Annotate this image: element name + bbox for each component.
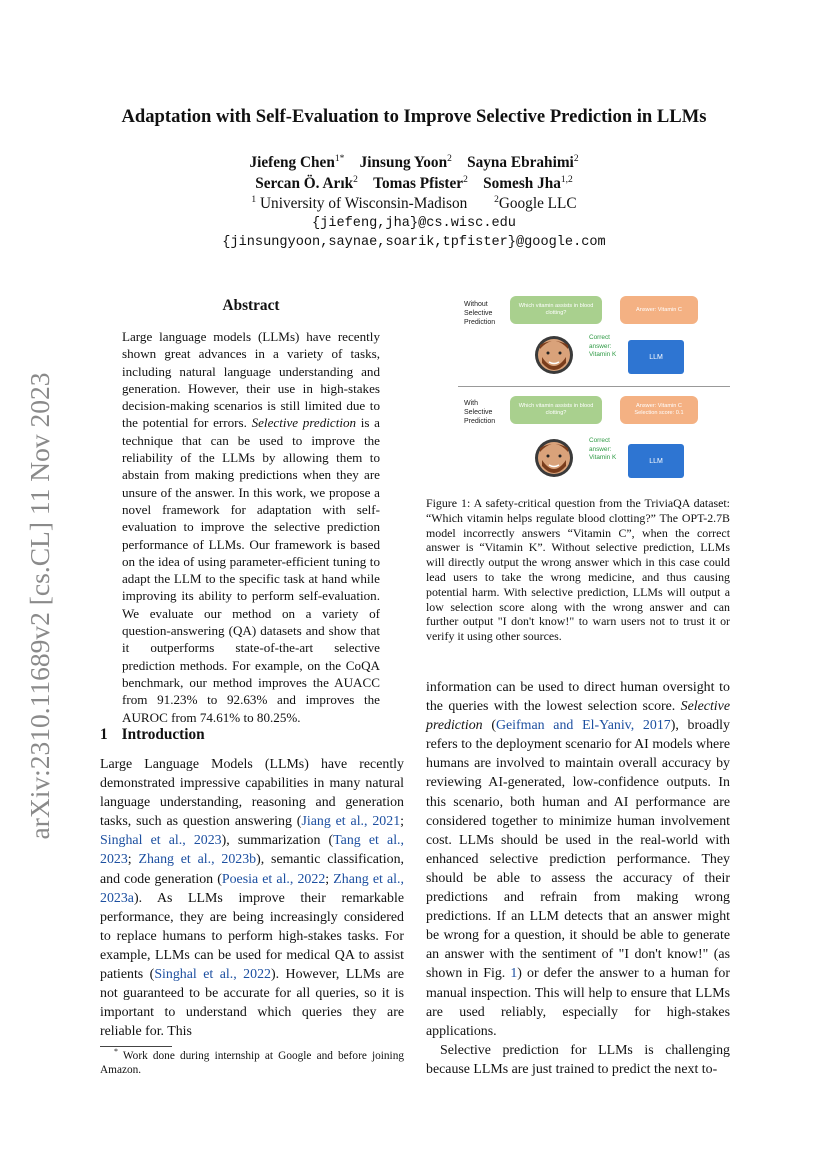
user-avatar-icon	[534, 438, 574, 478]
author-affiliation-mark: 2	[353, 174, 358, 185]
footnote-rule	[100, 1046, 172, 1047]
text-run: information can be used to direct human oversight to the queries with the lowest selection score.	[426, 680, 730, 715]
author-affiliation-mark: 2	[573, 153, 579, 164]
selection-score: Selection score: 0.1	[634, 410, 684, 416]
author-affiliation-mark: 2	[463, 174, 468, 185]
abstract-heading: Abstract	[222, 297, 280, 314]
footnote-text: Work done during internship at Google and before joining Amazon.	[100, 1050, 404, 1077]
text-run: ), broadly refers to the deployment scenario for AI models where humans are involved to maintain overall accuracy by reviewing AI-generated, low-confidence outputs. In this scenario, both human and AI performance are considered together to minimize human involvement cost. LLMs should be used in the real-world with enhanced selective prediction performance. They should be able to assess the accuracy of their predictions and refrain from making wrong predictions. If an LLM detects that an answer might be wrong for a question, it should be able to generate an answer with the sentiment of "I don't know!" (as shown in Fig.	[426, 718, 730, 982]
intro-paragraph-left	[100, 755, 404, 1041]
llm-box-bottom: LLM	[628, 444, 684, 478]
citation-link[interactable]: Zhang et al., 2023a	[100, 871, 404, 906]
figure-ref-link[interactable]: 1	[510, 966, 518, 982]
text-run: ;	[127, 852, 139, 868]
citation-link[interactable]: Zhang et al., 2023b	[138, 852, 257, 868]
text-run: ). As LLMs improve their remarkable performance, they are being increasingly considered to replace humans to perform high-stakes tasks. For example, LLMs can be used for medical QA to assist patients (	[100, 890, 404, 983]
emphasis: Selective prediction	[426, 699, 730, 734]
arxiv-id: arXiv:2310.11689v2 [cs.CL] 11 Nov 2023	[24, 372, 55, 840]
affiliation-mark: 1	[251, 194, 257, 205]
abstract-part: Large language models (LLMs) have recently shown great advances in a variety of tasks, including natural language understanding and generation. However, their use in high-stakes decision-making scenarios is still limited due to the potential for errors.	[122, 329, 380, 431]
footnote	[100, 1049, 404, 1078]
author-name: Jiefeng Chen	[249, 154, 335, 171]
affiliation-2: Google LLC	[498, 195, 577, 212]
section-title: Introduction	[121, 726, 205, 743]
author-name: Jinsung Yoon	[359, 154, 448, 171]
author-affiliation-mark: 1*	[334, 153, 345, 164]
paper-title: Adaptation with Self-Evaluation to Improve Selective Prediction in LLMs	[121, 106, 707, 127]
llm-box-top: LLM	[628, 340, 684, 374]
author-name: Somesh Jha	[483, 175, 561, 192]
intro-paragraph-right-2: Selective prediction for LLMs is challenging because LLMs are just trained to predict the next to-	[426, 1043, 730, 1078]
text-run: ). However, LLMs are not guaranteed to be accurate for all queries, so it is important to understand which queries they are reliable for. This	[100, 967, 405, 1040]
panel-label-with: With Selective Prediction	[464, 400, 496, 425]
arxiv-stamp	[22, 361, 58, 851]
email-line-1: {jiefeng,jha}@cs.wisc.edu	[312, 216, 516, 231]
citation-link[interactable]: Singhal et al., 2022	[154, 967, 271, 983]
footnote-mark: *	[114, 1047, 118, 1057]
citation-link[interactable]: Singhal et al., 2023	[100, 833, 222, 849]
author-name: Sercan Ö. Arık	[255, 175, 354, 192]
answer-bubble-top: Answer: Vitamin C	[620, 296, 698, 324]
answer-bubble-bottom	[620, 396, 698, 424]
author-affiliation-mark: 1,2	[560, 174, 573, 185]
correct-answer-bottom: Correct answer: Vitamin K	[589, 437, 617, 461]
affiliations	[110, 195, 718, 213]
author-line-2	[110, 175, 718, 193]
citation-link[interactable]: Poesia et al., 2022	[221, 871, 326, 887]
text-run: Large Language Models (LLMs) have recently demonstrated impressive capabilities in many natural language understanding, reasoning and generation tasks, such as question answering (	[100, 757, 404, 830]
section-heading	[100, 726, 205, 744]
text-run: ), summarization (	[221, 833, 334, 849]
citation-link[interactable]: Tang et al., 2023	[100, 833, 404, 868]
panel-label-without: Without Selective Prediction	[464, 301, 496, 326]
citation-link[interactable]: Geifman and El-Yaniv, 2017	[495, 718, 671, 734]
author-name: Tomas Pfister	[373, 175, 464, 192]
text-run: ;	[325, 871, 334, 887]
author-affiliation-mark: 2	[447, 153, 452, 164]
section-number: 1	[100, 726, 108, 743]
text-run: ) or defer the answer to a human for manual inspection. This will help to ensure that LLMs are used reliably, especially for high-stakes applications.	[426, 966, 730, 1039]
correct-answer-top: Correct answer: Vitamin K	[589, 334, 617, 358]
abstract-part: is a technique that can be used to improve the reliability of the LLMs by allowing them to abstain from making predictions when they are unsure of the answer. In this work, we propose a novel framework for adaptation with self-evaluation to improve the selective prediction performance of LLMs. Our framework is based on the idea of using parameter-efficient tuning to adapt the LLM to the specific task at hand while improving its ability to perform self-evaluation. We evaluate our method on a variety of question-answering (QA) datasets and show that it outperforms state-of-the-art selective prediction methods. For example, on the CoQA benchmark, our method improves the AUACC from 91.23% to 92.63% and improves the AUROC from 74.61% to 80.25%.	[122, 415, 380, 725]
answer-text: Answer: Vitamin C	[636, 403, 682, 409]
question-bubble-bottom: Which vitamin assists in blood clotting?	[510, 396, 602, 424]
affiliation-mark: 2	[494, 194, 499, 205]
panel-divider	[458, 386, 730, 387]
citation-link[interactable]: Jiang et al., 2021	[301, 814, 401, 830]
figure-1	[456, 290, 730, 486]
author-name: Sayna Ebrahimi	[467, 154, 574, 171]
text-run: (	[482, 718, 496, 734]
abstract-text	[122, 328, 380, 726]
question-bubble-top: Which vitamin assists in blood clotting?	[510, 296, 602, 324]
affiliation-1: University of Wisconsin-Madison	[260, 195, 468, 212]
figure-caption: Figure 1: A safety-critical question from the TriviaQA dataset: “Which vitamin helps regulate blood clotting?” The OPT-2.7B model incorrectly answers “Vitamin C”, when the correct answer is “Vitamin K”. Without selective prediction, LLMs will directly output the wrong answer which in this case could lead users to take the wrong medicine, and thus causing potential harm. With selective prediction, LLMs will output a low selection score along with the wrong answer and can further output "I don't know!" to warn users not to trust it or verify it using other sources.	[426, 496, 730, 644]
intro-paragraph-right	[426, 678, 730, 1041]
text-run: ;	[400, 814, 405, 830]
text-run: ), semantic classification, and code generation (	[100, 852, 404, 887]
user-avatar-icon	[534, 335, 574, 375]
email-line-2: {jinsungyoon,saynae,soarik,tpfister}@google.com	[222, 235, 606, 250]
abstract-emphasis: Selective prediction	[251, 415, 357, 431]
author-line-1	[110, 154, 718, 172]
